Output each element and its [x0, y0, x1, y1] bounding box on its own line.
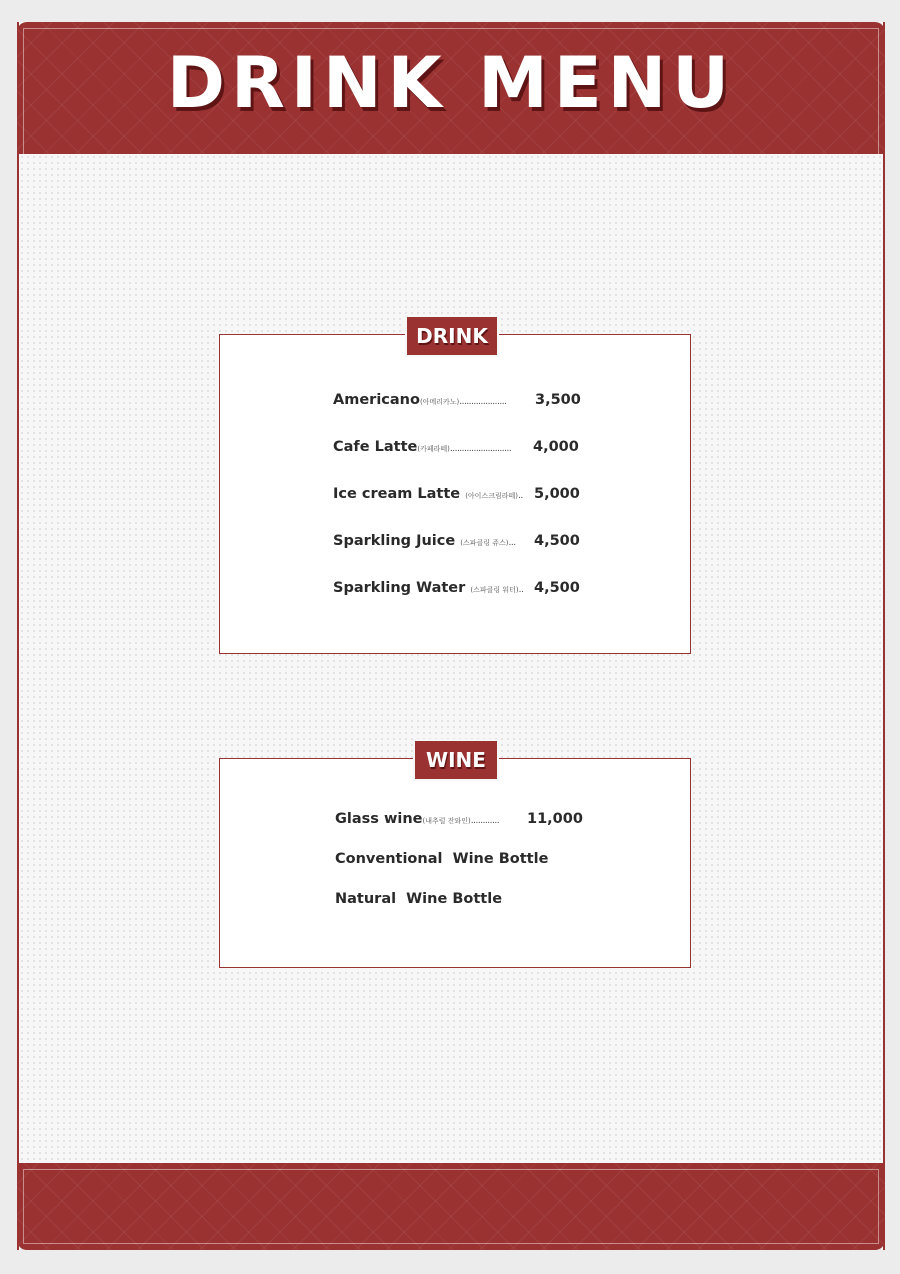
item-price: 3,500 [535, 392, 581, 408]
item-price: 4,500 [534, 580, 580, 596]
menu-item-natural-wine-bottle: Natural Wine Bottle [335, 891, 503, 907]
item-korean-name: (스파클링 워터) [470, 586, 519, 594]
item-leader-dots: ... [508, 538, 516, 548]
menu-item-ice-cream-latte [333, 486, 523, 502]
menu-item-conventional-wine-bottle: Conventional Wine Bottle [335, 851, 549, 867]
item-korean-name: (카페라떼) [417, 445, 450, 453]
menu-item-glass-wine [335, 811, 499, 827]
item-name: Glass wine [335, 811, 423, 827]
menu-item-sparkling-water [333, 580, 523, 596]
item-name: Sparkling Water [333, 580, 466, 596]
footer-band [17, 1163, 885, 1250]
item-leader-dots: .. [518, 585, 524, 595]
drink-section-label: DRINK [405, 315, 499, 357]
item-price: 5,000 [534, 486, 580, 502]
item-korean-name: (내추럴 잔와인) [422, 817, 471, 825]
header-band [17, 22, 885, 154]
menu-item-americano [333, 392, 506, 408]
item-price: 4,000 [533, 439, 579, 455]
item-name: Americano [333, 392, 420, 408]
menu-item-sparkling-juice [333, 533, 516, 549]
item-leader-dots: .................... [459, 397, 507, 407]
page-title: DRINK MENU [166, 42, 736, 124]
item-leader-dots: ............ [470, 816, 500, 826]
item-name: Ice cream Latte [333, 486, 461, 502]
item-price: 4,500 [534, 533, 580, 549]
item-name: Cafe Latte [333, 439, 418, 455]
item-leader-dots: .......................... [449, 444, 512, 454]
item-leader-dots: .. [517, 491, 523, 501]
item-price: 11,000 [527, 811, 583, 827]
menu-item-cafe-latte [333, 439, 511, 455]
wine-section-label: WINE [413, 739, 499, 781]
item-korean-name: (아이스크림라떼) [465, 492, 518, 500]
item-korean-name: (아메리카노) [419, 398, 460, 406]
footer-band-border [23, 1169, 879, 1244]
item-name: Sparkling Juice [333, 533, 456, 549]
item-korean-name: (스파클링 쥬스) [460, 539, 509, 547]
